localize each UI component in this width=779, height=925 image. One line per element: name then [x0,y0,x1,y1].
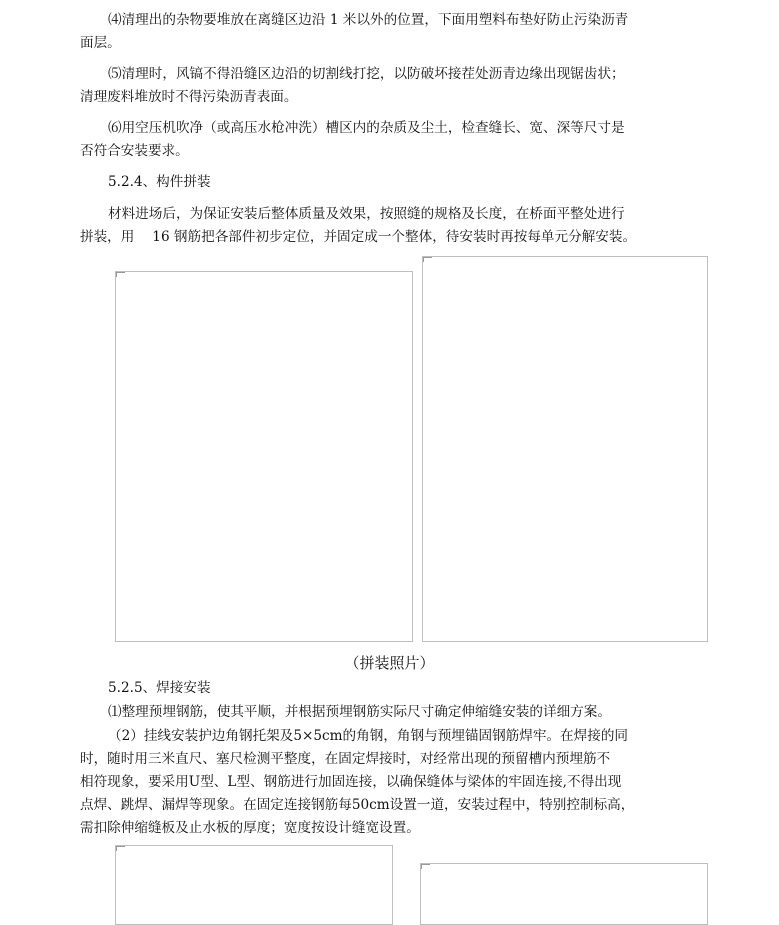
paragraph-welding-item-2 [80,725,716,840]
welding-photo-right [420,863,708,925]
text-line: 材料进场后，为保证安装后整体质量及效果，按照缝的规格及长度，在桥面平整处进行 [108,206,625,222]
paragraph-item-5 [80,63,716,109]
paragraph-item-4 [80,9,716,55]
assembly-photo-right [422,256,708,642]
text-line: ⑷清理出的杂物要堆放在离缝区边沿 1 米以外的位置，下面用塑料布垫好防止污染沥青 [108,12,629,28]
text-line: 否符合安装要求。 [80,143,189,159]
text-line: 相符现象，要采用U型、L型、钢筋进行加固连接，以确保缝体与梁体的牢固连接,不得出现 [80,774,622,790]
paragraph-welding-item-1 [80,701,716,724]
paragraph-assembly [80,203,716,249]
section-heading-5-2-5: 5.2.5、焊接安装 [108,680,211,696]
text-line: 点焊、跳焊、漏焊等现象。在固定连接钢筋每50cm设置一道，安装过程中，特别控制标高， [80,797,635,813]
text-line: 拼装，用 16 钢筋把各部件初步定位，并固定成一个整体，待安装时再按每单元分解安装。 [80,229,637,245]
text-line: （2）挂线安装护边角钢托架及5×5cm的角钢，角钢与预埋锚固钢筋焊牢。在焊接的同 [108,728,629,744]
text-line: 面层。 [80,35,121,51]
text-line: 时，随时用三米直尺、塞尺检测平整度，在固定焊接时，对经常出现的预留槽内预埋筋不 [80,751,611,767]
text-line: 需扣除伸缩缝板及止水板的厚度；宽度按设计缝宽设置。 [80,820,420,836]
text-line: ⑴整理预埋钢筋，使其平顺，并根据预埋钢筋实际尺寸确定伸缩缝安装的详细方案。 [108,704,611,720]
text-line: 清理废料堆放时不得污染沥青表面。 [80,89,298,105]
text-line: ⑸清理时，风镐不得沿缝区边沿的切割线打挖，以防破坏接茬处沥青边缘出现锯齿状； [108,66,625,82]
section-heading-5-2-4: 5.2.4、构件拼装 [108,174,211,190]
photo-caption: （拼装照片） [344,654,435,672]
paragraph-item-6 [80,117,716,163]
welding-photo-left [115,845,393,925]
assembly-photo-left [115,271,413,642]
text-line: ⑹用空压机吹净（或高压水枪冲洗）槽区内的杂质及尘土，检查缝长、宽、深等尺寸是 [108,120,625,136]
